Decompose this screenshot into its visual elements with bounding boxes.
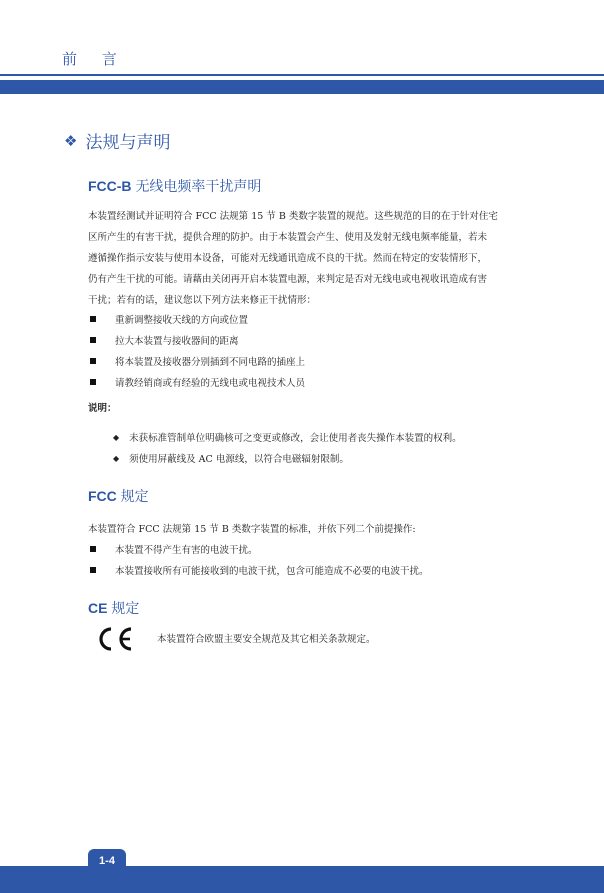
list-item bbox=[90, 354, 305, 368]
section-title: 法规与声明 bbox=[85, 133, 171, 153]
diamond-small-bullet-icon: ◆ bbox=[113, 432, 120, 442]
list-item bbox=[90, 563, 429, 577]
page-number: 1-4 bbox=[99, 855, 115, 867]
fcc-b-heading-cn: 无线电频率干扰声明 bbox=[135, 179, 262, 195]
ce-heading-en: CE bbox=[88, 600, 108, 616]
note-item bbox=[113, 451, 349, 465]
diamond-small-bullet-icon: ◆ bbox=[113, 453, 120, 463]
fcc-intro: 本装置符合 FCC 法规第 15 节 B 类数字装置的标准，并依下列二个前提操作: bbox=[88, 524, 416, 535]
list-item-text: 本装置不得产生有害的电波干扰。 bbox=[115, 545, 258, 556]
list-item-text: 请教经销商或有经验的无线电或电视技术人员 bbox=[115, 378, 306, 389]
list-item bbox=[90, 333, 239, 347]
list-item bbox=[90, 312, 248, 326]
ce-heading bbox=[88, 598, 139, 618]
fcc-b-paragraph-line: 本装置经测试并证明符合 FCC 法规第 15 节 B 类数字装置的规范。这些规范的目的在于针对住宅 bbox=[88, 211, 498, 222]
fcc-b-paragraph-line: 遵循操作指示安装与使用本设备，可能对无线通讯造成不良的干扰。然而在特定的安装情形下， bbox=[88, 253, 488, 264]
square-bullet-icon bbox=[90, 546, 96, 552]
note-label: 说明： bbox=[88, 403, 117, 414]
fcc-heading-cn: 规定 bbox=[120, 489, 149, 505]
list-item bbox=[90, 375, 305, 389]
fcc-b-heading-en: FCC-B bbox=[88, 178, 132, 194]
header-rule bbox=[0, 74, 604, 76]
fcc-b-paragraph-line: 区所产生的有害干扰，提供合理的防护。由于本装置会产生、使用及发射无线电频率能量，若未 bbox=[88, 232, 488, 243]
note-item bbox=[113, 430, 462, 444]
fcc-b-heading bbox=[88, 176, 261, 196]
fcc-b-paragraph-line: 仍有产生干扰的可能。请藉由关闭再开启本装置电源，来判定是否对无线电或电视收讯造成有害 bbox=[88, 274, 488, 285]
list-item-text: 本装置接收所有可能接收到的电波干扰，包含可能造成不必要的电波干扰。 bbox=[115, 566, 429, 577]
square-bullet-icon bbox=[90, 337, 96, 343]
list-item-text: 重新调整接收天线的方向或位置 bbox=[115, 315, 249, 326]
note-item-text: 未获标准管制单位明确核可之变更或修改，会让使用者丧失操作本装置的权利。 bbox=[129, 433, 462, 444]
square-bullet-icon bbox=[90, 567, 96, 573]
section-heading bbox=[64, 128, 170, 153]
fcc-heading-en: FCC bbox=[88, 488, 117, 504]
square-bullet-icon bbox=[90, 379, 96, 385]
note-item-text: 须使用屏蔽线及 AC 电源线，以符合电磁辐射限制。 bbox=[129, 454, 349, 465]
list-item-text: 拉大本装置与接收器间的距离 bbox=[115, 336, 239, 347]
list-item bbox=[90, 542, 258, 556]
header-title: 前 言 bbox=[62, 50, 127, 68]
diamond-bullet-icon: ❖ bbox=[64, 131, 78, 150]
square-bullet-icon bbox=[90, 316, 96, 322]
fcc-b-paragraph-line: 干扰；若有的话，建议您以下列方法来修正干扰情形： bbox=[88, 295, 317, 306]
list-item-text: 将本装置及接收器分别插到不同电路的插座上 bbox=[115, 357, 306, 368]
square-bullet-icon bbox=[90, 358, 96, 364]
header-band bbox=[0, 80, 604, 94]
ce-mark-icon bbox=[94, 626, 134, 652]
fcc-heading bbox=[88, 486, 149, 506]
ce-heading-cn: 规定 bbox=[111, 601, 140, 617]
ce-text: 本装置符合欧盟主要安全规范及其它相关条款规定。 bbox=[157, 634, 376, 645]
